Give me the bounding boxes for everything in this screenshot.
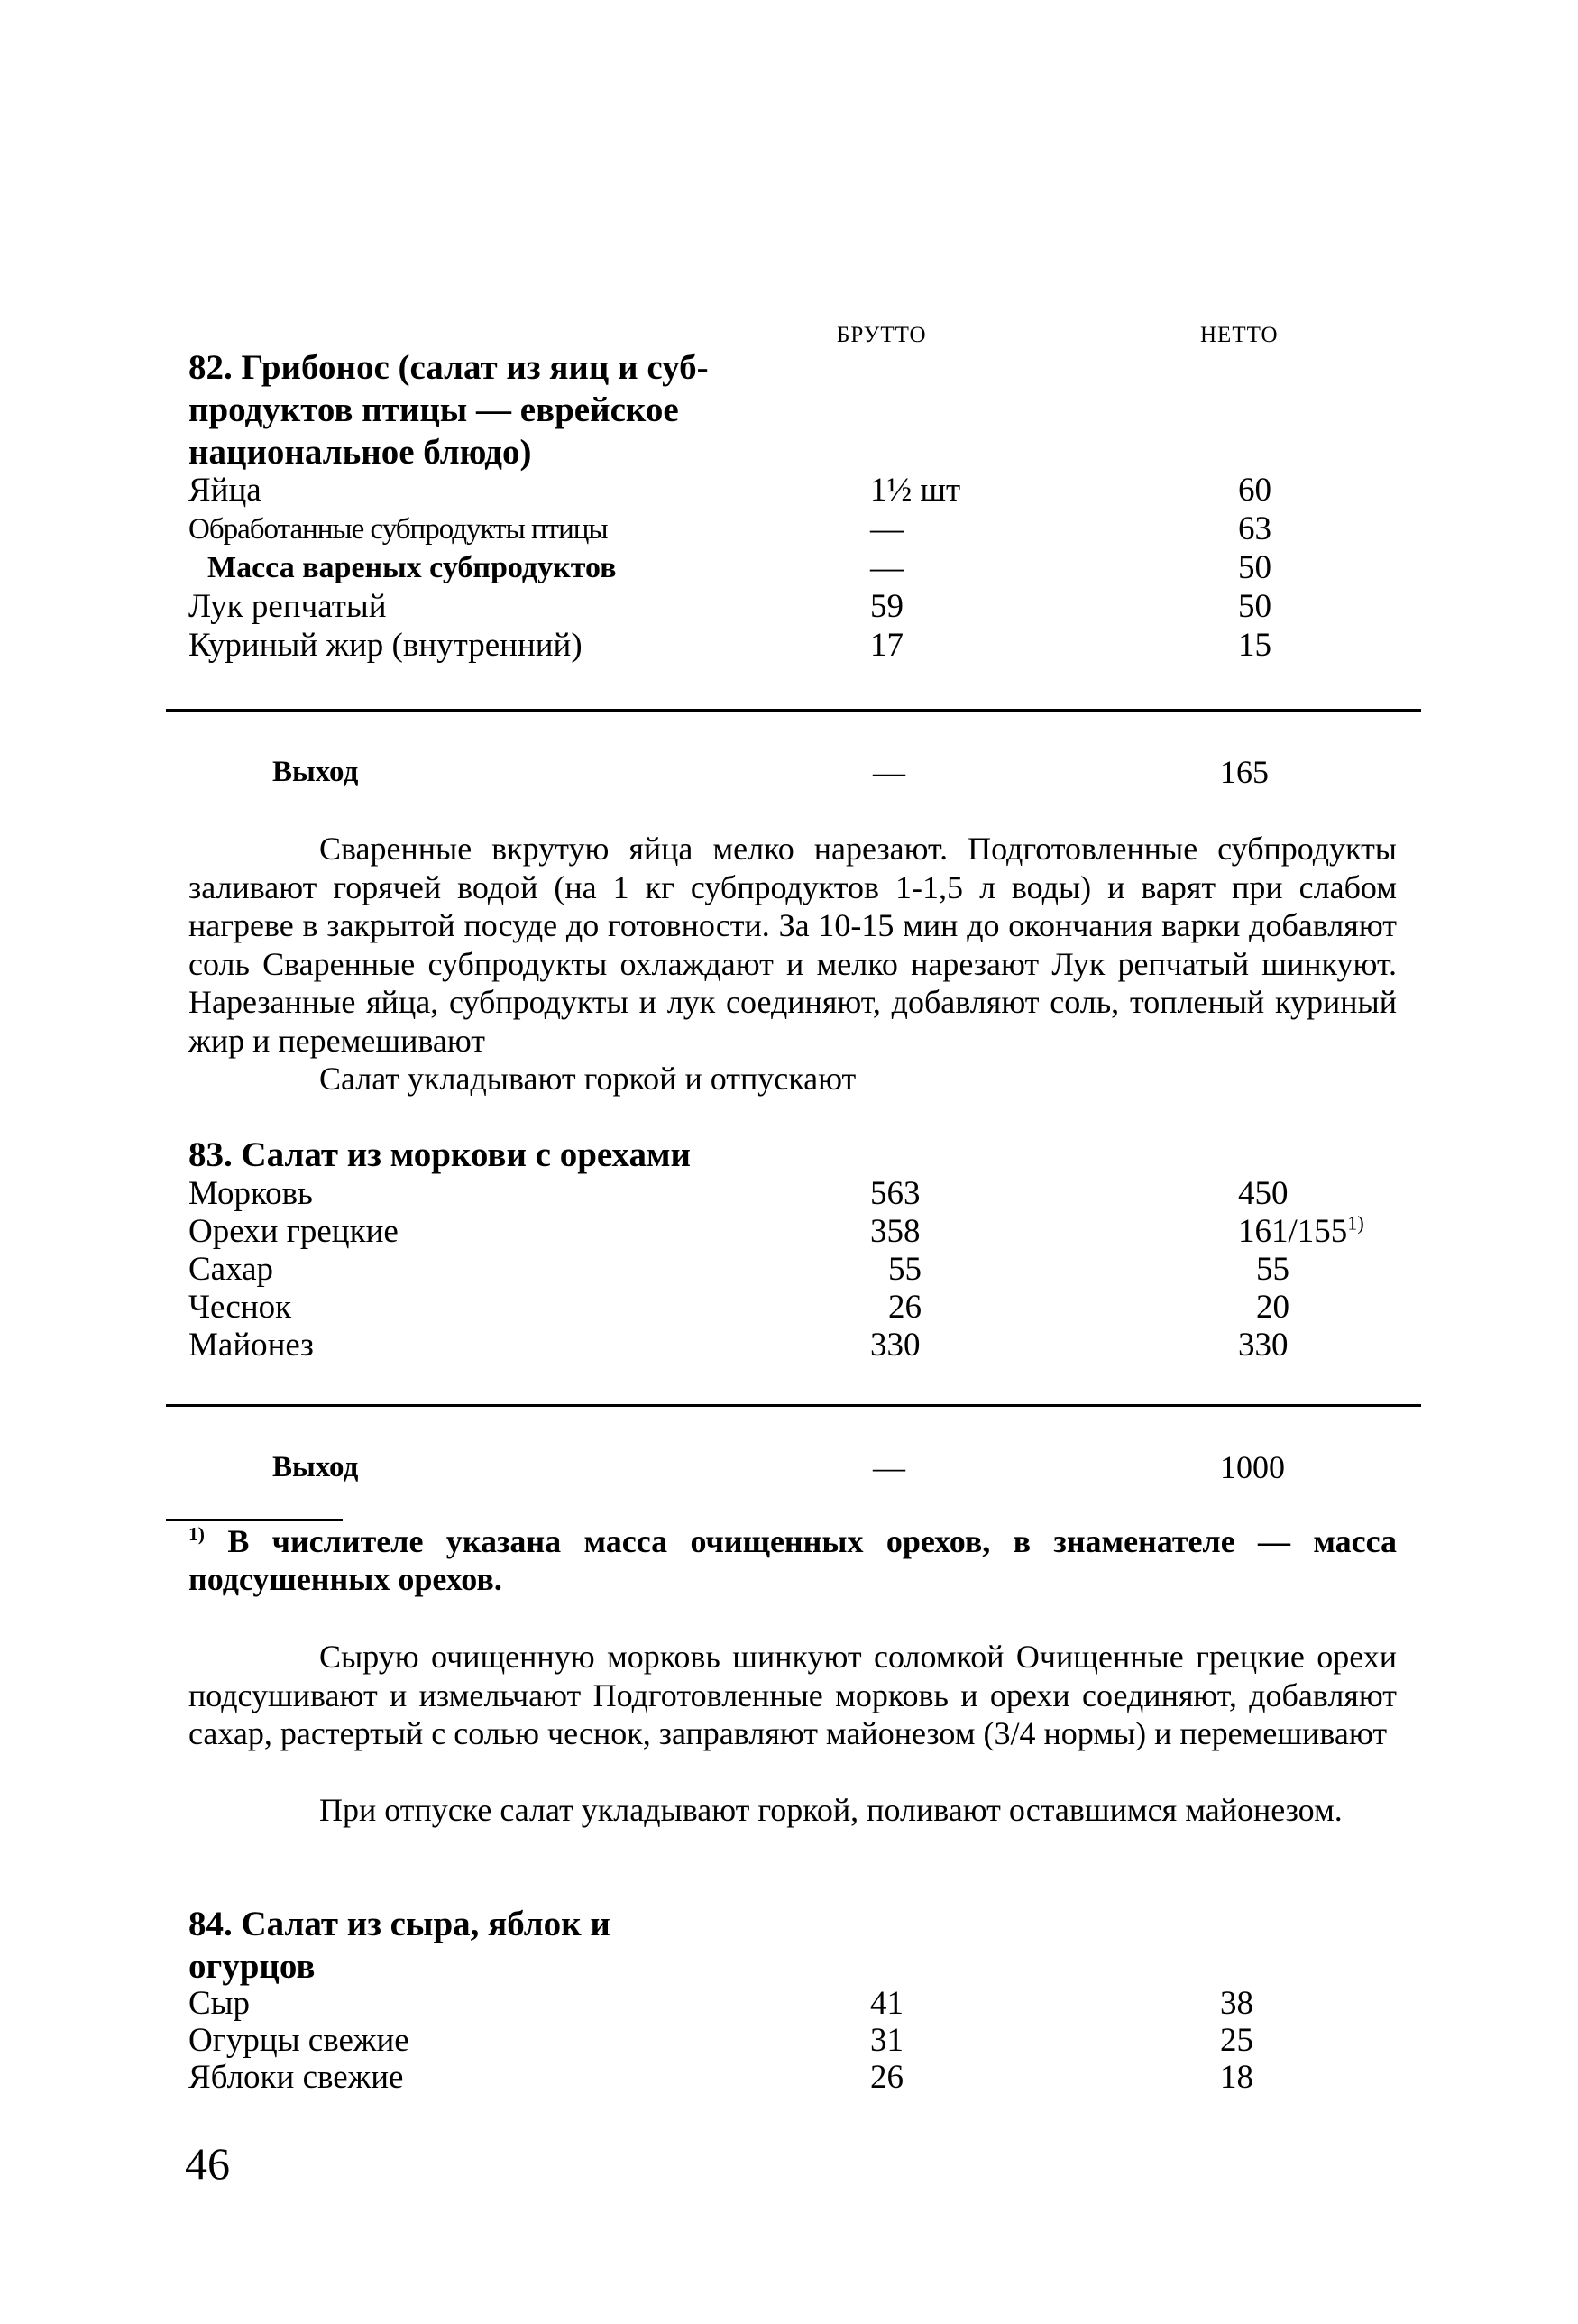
yield-brutto: —: [873, 1449, 905, 1485]
ingredient-row: [0, 1289, 1578, 1327]
table-rule: [166, 709, 1421, 712]
ingredient-netto: 38: [1220, 1985, 1253, 2022]
ingredient-brutto: 358: [870, 1213, 921, 1250]
ingredient-name: Чеснок: [188, 1289, 292, 1326]
page-number: 46: [185, 2138, 230, 2189]
ingredient-brutto: 330: [870, 1327, 921, 1364]
ingredient-row: [0, 1175, 1578, 1213]
ingredient-row: [0, 1985, 1578, 2023]
recipe-83-instructions: Сырую очищенную морковь шинкуют соломкой Очищенные грецкие орехи подсушивают и измельчают Подготовленные морковь и орехи соединяют, добавляют сахар, растертый с солью чеснок, заправляют майонезом (3/4 нормы) и перемешивают: [188, 1639, 1397, 1751]
ingredient-brutto: 17: [870, 627, 904, 664]
ingredient-row: [0, 510, 1578, 548]
ingredient-brutto: 31: [870, 2022, 904, 2059]
ingredient-netto: 161/155: [1238, 1213, 1348, 1250]
ingredient-netto: 60: [1238, 472, 1271, 509]
ingredient-row: [0, 1251, 1578, 1289]
recipe-83-title: 83. Салат из моркови с орехами: [188, 1135, 691, 1174]
ingredient-brutto: 59: [870, 588, 904, 625]
ingredient-name: Морковь: [188, 1175, 313, 1212]
ingredient-row: [0, 627, 1578, 665]
ingredient-name: Орехи грецкие: [188, 1213, 399, 1250]
ingredient-row: [0, 1213, 1578, 1251]
ingredient-name: Масса вареных субпродуктов: [207, 551, 617, 584]
ingredient-brutto: —: [870, 549, 904, 586]
ingredient-row: [0, 1327, 1578, 1364]
footnote: [188, 1522, 1397, 1598]
ingredient-brutto: 41: [870, 1985, 904, 2022]
ingredient-netto: 63: [1238, 510, 1271, 547]
ingredient-name: Майонез: [188, 1327, 314, 1364]
ingredient-netto: 450: [1238, 1175, 1289, 1212]
ingredient-name: Яблоки свежие: [188, 2059, 404, 2096]
yield-brutto: —: [873, 754, 905, 790]
ingredient-name: Обработанные субпродукты птицы: [188, 513, 608, 546]
yield-netto: 1000: [1220, 1449, 1285, 1485]
ingredient-brutto: —: [870, 510, 904, 547]
ingredient-netto: 50: [1238, 588, 1271, 625]
ingredient-row: [0, 2059, 1578, 2097]
column-header-brutto: БРУТТО: [837, 323, 927, 347]
ingredient-netto: 15: [1238, 627, 1271, 664]
ingredient-brutto: 26: [870, 2059, 904, 2096]
ingredient-name: Яйца: [188, 472, 261, 509]
ingredient-netto: 55: [1256, 1251, 1289, 1288]
ingredient-row: [0, 588, 1578, 626]
recipe-84-title: 84. Салат из сыра, яблок и огурцов: [188, 1905, 610, 1986]
recipe-82-serving: Салат укладывают горкой и отпускают: [319, 1061, 857, 1097]
ingredient-netto-with-note: [1238, 1213, 1364, 1251]
ingredient-name: Огурцы свежие: [188, 2022, 409, 2059]
footnote-rule: [166, 1519, 343, 1521]
ingredient-name: Сахар: [188, 1251, 274, 1288]
ingredient-brutto: 563: [870, 1175, 921, 1212]
recipe-83-serving: При отпуске салат укладывают горкой, поливают оставшимся майонезом.: [319, 1792, 1343, 1828]
ingredient-name: Лук репчатый: [188, 588, 387, 625]
ingredient-row: [0, 2022, 1578, 2060]
ingredient-brutto: 26: [888, 1289, 922, 1326]
footnote-ref: 1): [1347, 1211, 1364, 1235]
yield-label: Выход: [272, 1451, 359, 1484]
column-header-netto: НЕТТО: [1200, 323, 1279, 347]
ingredient-name: Куриный жир (внутренний): [188, 627, 583, 664]
ingredient-row: [0, 549, 1578, 587]
yield-label: Выход: [272, 756, 359, 788]
ingredient-netto: 330: [1238, 1327, 1289, 1364]
recipe-82-title: 82. Грибонос (салат из яиц и суб-продуктов птицы — еврейское национальное блюдо): [188, 348, 709, 472]
ingredient-netto: 25: [1220, 2022, 1253, 2059]
table-rule: [166, 1404, 1421, 1407]
footnote-mark: 1): [188, 1523, 205, 1545]
ingredient-netto: 20: [1256, 1289, 1289, 1326]
ingredient-netto: 18: [1220, 2059, 1253, 2096]
ingredient-name: Сыр: [188, 1985, 251, 2022]
ingredient-brutto: 1½ шт: [870, 472, 961, 509]
ingredient-row: [0, 472, 1578, 510]
yield-netto: 165: [1220, 754, 1269, 790]
ingredient-netto: 50: [1238, 549, 1271, 586]
footnote-text: В числителе указана масса очищенных орехов, в знаменателе — масса подсушенных орехов.: [188, 1523, 1398, 1597]
ingredient-brutto: 55: [888, 1251, 922, 1288]
recipe-82-instructions: Сваренные вкрутую яйца мелко нарезают. Подготовленные субпродукты заливают горячей водой (на 1 кг субпродуктов 1-1,5 л воды) и варят при слабом нагреве в закрытой посуде до готовности. За 10-15 мин до окончания варки добавляют соль Сваренные субпродукты охлаждают и мелко нарезают Лук репчатый шинкуют. Нарезанные яйца, субпродукты и лук соединяют, добавляют соль, топленый куриный жир и перемешивают: [188, 831, 1397, 1059]
